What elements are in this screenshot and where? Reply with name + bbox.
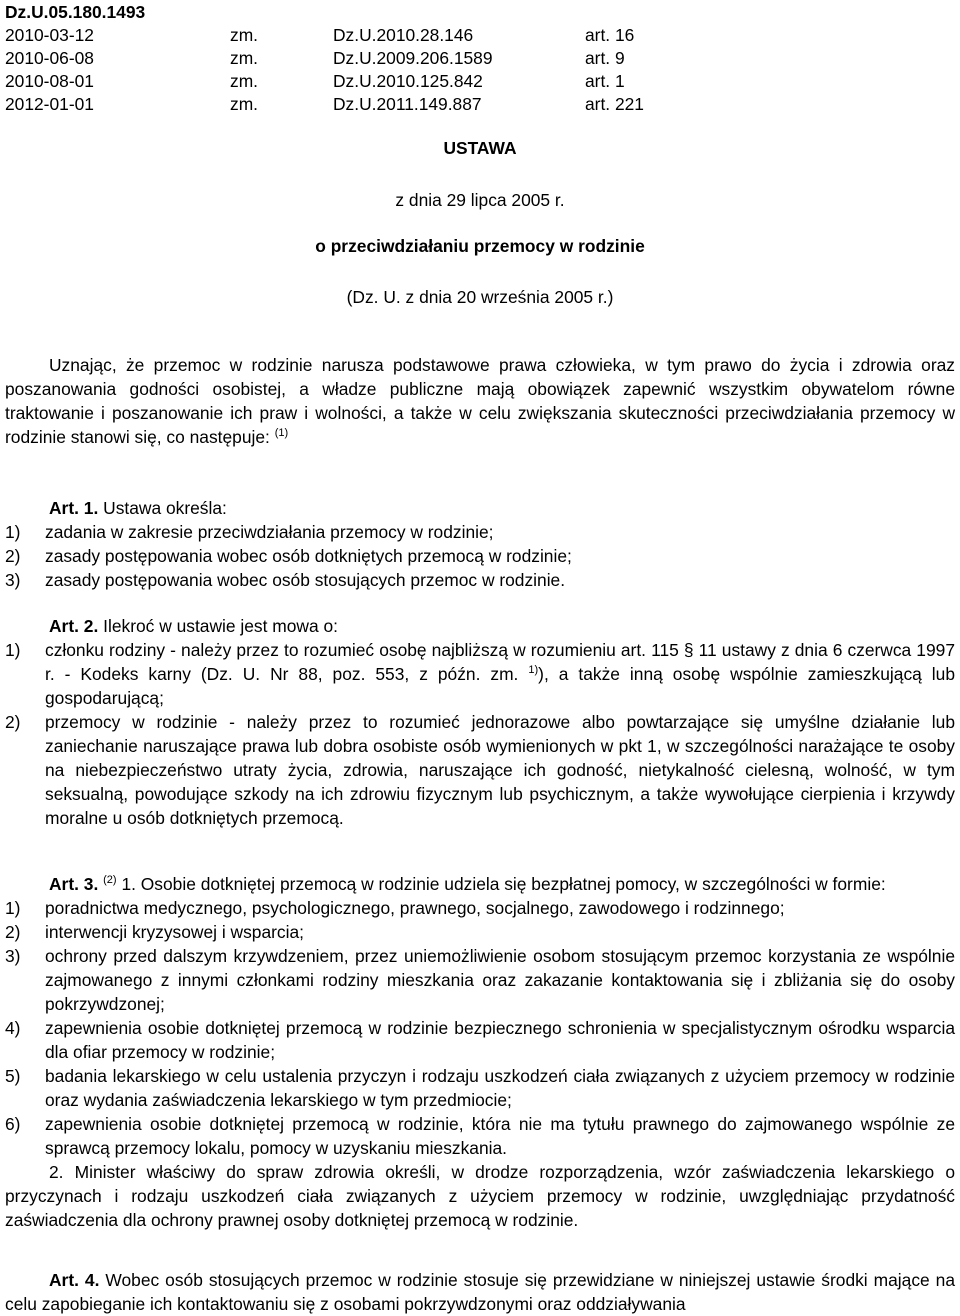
- history-kind: zm.: [230, 25, 259, 45]
- item-text: interwencji kryzysowej i wsparcia;: [45, 922, 304, 942]
- article-label: Art. 2.: [49, 616, 99, 636]
- history-kind: zm.: [230, 94, 259, 114]
- history-source: Dz.U.2010.28.146: [333, 25, 474, 45]
- list-item: [5, 638, 955, 710]
- item-text: przemocy w rodzinie - należy przez to rozumieć jednorazowe albo powtarzające się umyślne działanie lub zaniechanie naruszające prawa lub dobra osobiste osób wymienionych w pkt 1, w szczególności narażające te osoby na niebezpieczeństwo utraty życia, zdrowia, naruszające ich godność, nietykalność cielesną, wolność, w tym seksualną, powodujące szkody na ich zdrowiu fizycznym lub psychicznym, a także wywołujące cierpienia i krzywdy moralne u osób dotkniętych przemocą.: [45, 712, 955, 828]
- journal-reference: Dz.U.05.180.1493: [5, 2, 146, 22]
- item-number: 6): [5, 1114, 21, 1134]
- item-text: zadania w zakresie przeciwdziałania przemocy w rodzinie;: [45, 522, 494, 542]
- list-item: [5, 896, 955, 920]
- item-number: 1): [5, 522, 21, 542]
- item-text: zasady postępowania wobec osób dotkniętych przemocą w rodzinie;: [45, 546, 572, 566]
- list-item: [5, 920, 955, 944]
- list-item: [5, 944, 955, 1016]
- article-intro: Ilekroć w ustawie jest mowa o:: [103, 616, 338, 636]
- publication-note: (Dz. U. z dnia 20 września 2005 r.): [346, 287, 614, 307]
- history-row: [5, 69, 955, 92]
- item-number: 2): [5, 546, 21, 566]
- history-date: 2010-03-12: [5, 25, 94, 45]
- history-kind: zm.: [230, 71, 259, 91]
- history-date: 2012-01-01: [5, 94, 94, 114]
- item-number: 1): [5, 898, 21, 918]
- history-article: art. 221: [585, 94, 644, 114]
- article-4: [5, 1268, 955, 1316]
- item-number: 4): [5, 1018, 21, 1038]
- history-row: [5, 23, 955, 46]
- article-intro: Ustawa określa:: [103, 498, 227, 518]
- history-article: art. 1: [585, 71, 625, 91]
- history-article: art. 16: [585, 25, 635, 45]
- list-item: [5, 568, 955, 592]
- item-number: 3): [5, 946, 21, 966]
- preamble: [5, 353, 955, 449]
- history-source: Dz.U.2011.149.887: [333, 94, 482, 114]
- item-number: 3): [5, 570, 21, 590]
- history-row: [5, 92, 955, 115]
- list-item: [5, 1016, 955, 1064]
- list-item: [5, 1064, 955, 1112]
- item-text: zapewnienia osobie dotkniętej przemocą w rodzinie, która nie ma tytułu prawnego do zajmowanego wspólnie ze sprawcą przemocy lokalu, pomocy w uzyskaniu mieszkania.: [45, 1114, 955, 1158]
- preamble-text: Uznając, że przemoc w rodzinie narusza podstawowe prawa człowieka, w tym prawo do życia i zdrowia oraz poszanowania godności osobistej, a władze publiczne mają obowiązek zapewnić wszystkim obywatelom równe traktowanie i poszanowanie ich praw i wolności, a także w celu zwiększania skuteczności przeciwdziałania przemocy w rodzinie stanowi się, co następuje:: [5, 355, 955, 447]
- article-3: [5, 872, 955, 1232]
- history-article: art. 9: [585, 48, 625, 68]
- item-number: 2): [5, 712, 21, 732]
- item-number: 2): [5, 922, 21, 942]
- article-label: Art. 1.: [49, 498, 99, 518]
- history-source: Dz.U.2009.206.1589: [333, 48, 493, 68]
- preamble-footnote: (1): [274, 427, 289, 439]
- article-paragraph: 2. Minister właściwy do spraw zdrowia określi, w drodze rozporządzenia, wzór zaświadczenia lekarskiego o przyczynach i rodzaju uszkodzeń ciała związanych z użyciem przemocy w rodzinie, uwzględniając przydatność zaświadczenia dla ochrony prawnej osoby dotkniętej przemocą w rodzinie.: [5, 1162, 955, 1230]
- item-text: zasady postępowania wobec osób stosujących przemoc w rodzinie.: [45, 570, 566, 590]
- item-text: zapewnienia osobie dotkniętej przemocą w rodzinie bezpiecznego schronienia w specjalistycznym ośrodku wsparcia dla ofiar przemocy w rodzinie;: [45, 1018, 955, 1062]
- item-number: 5): [5, 1066, 21, 1086]
- article-footnote: (2): [103, 874, 117, 886]
- act-type-heading: USTAWA: [443, 138, 517, 158]
- history-date: 2010-06-08: [5, 48, 94, 68]
- article-2: [5, 614, 955, 830]
- list-item: [5, 1112, 955, 1160]
- list-item: [5, 710, 955, 830]
- article-label: Art. 4.: [49, 1270, 100, 1290]
- history-source: Dz.U.2010.125.842: [333, 71, 483, 91]
- history-row: [5, 46, 955, 69]
- article-1: [5, 496, 955, 592]
- act-subject: o przeciwdziałaniu przemocy w rodzinie: [315, 236, 645, 256]
- article-intro: 1. Osobie dotkniętej przemocą w rodzinie udziela się bezpłatnej pomocy, w szczególności w formie:: [121, 874, 886, 894]
- history-kind: zm.: [230, 48, 259, 68]
- item-text: badania lekarskiego w celu ustalenia przyczyn i rodzaju uszkodzeń ciała związanych z użyciem przemocy w rodzinie oraz wydania zaświadczenia lekarskiego w tym przedmiocie;: [45, 1066, 955, 1110]
- history-block: [5, 0, 955, 115]
- item-text: poradnictwa medycznego, psychologicznego, prawnego, socjalnego, zawodowego i rodzinnego;: [45, 898, 785, 918]
- item-text-continued: ), a także inną osobę wspólnie zamieszkującą lub gospodarującą;: [45, 664, 955, 708]
- article-label: Art. 3.: [49, 874, 99, 894]
- act-date: z dnia 29 lipca 2005 r.: [395, 190, 565, 210]
- article-text: Wobec osób stosujących przemoc w rodzinie stosuje się przewidziane w niniejszej ustawie środki mające na celu zapobieganie ich kontaktowaniu się z osobami pokrzywdzonymi oraz oddziaływania: [5, 1270, 955, 1314]
- list-item: [5, 520, 955, 544]
- history-date: 2010-08-01: [5, 71, 94, 91]
- item-number: 1): [5, 640, 21, 660]
- item-text: członku rodziny - należy przez to rozumieć osobę najbliższą w rozumieniu art. 115 § 11 ustawy z dnia 6 czerwca 1997 r. - Kodeks karny (Dz. U. Nr 88, poz. 553, z późn. zm.: [45, 640, 955, 684]
- item-text: ochrony przed dalszym krzywdzeniem, przez uniemożliwienie osobom stosującym przemoc korzystania ze wspólnie zajmowanego z innymi członkami rodziny mieszkania oraz zakazanie kontaktowania się i zbliżania się do osoby pokrzywdzonej;: [45, 946, 955, 1014]
- list-item: [5, 544, 955, 568]
- item-footnote: 1): [528, 664, 539, 676]
